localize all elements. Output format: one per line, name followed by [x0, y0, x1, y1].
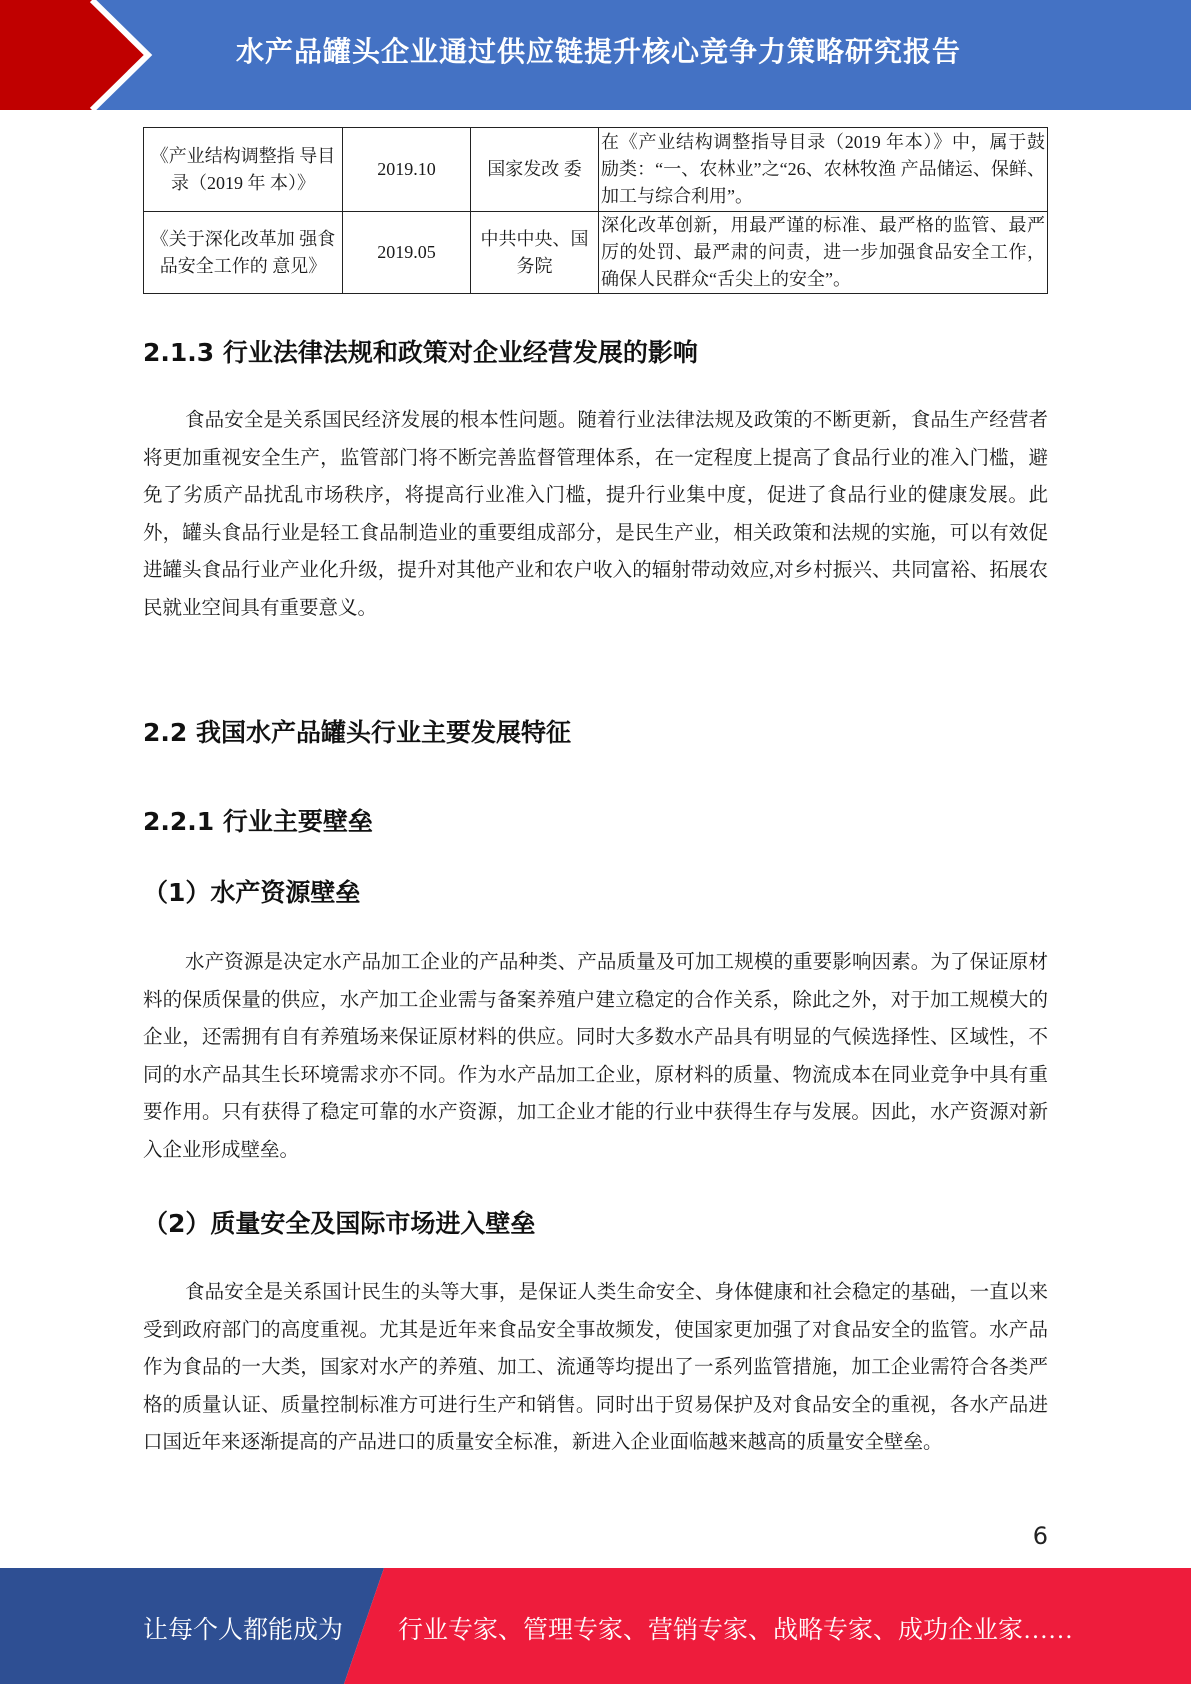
barrier-paragraph-2: 食品安全是关系国计民生的头等大事，是保证人类生命安全、身体健康和社会稳定的基础，一直以来受到政府部门的高度重视。尤其是近年来食品安全事故频发，使国家更加强了对食品安全的监管。水产品作为食品的一大类，国家对水产的养殖、加工、流通等均提出了一系列监管措施，加工企业需符合各类严格的质量认证、质量控制标准方可进行生产和销售。同时出于贸易保护及对食品安全的重视，各水产品进口国近年来逐渐提高的产品进口的质量安全标准，新进入企业面临越来越高的质量安全壁垒。 — [143, 1282, 1048, 1453]
barrier-heading-1: （1）水产资源壁垒 — [143, 878, 361, 907]
section-paragraph-2-1-3: 食品安全是关系国民经济发展的根本性问题。随着行业法律法规及政策的不断更新，食品生产经营者将更加重视安全生产，监管部门将不断完善监督管理体系，在一定程度上提高了食品行业的准入门槛，避免了劣质产品扰乱市场秩序，将提高行业准入门槛，提升行业集中度，促进了食品行业的健康发展。此外，罐头食品行业是轻工食品制造业的重要组成部分，是民生产业，相关政策和法规的实施，可以有效促进罐头食品行业产业化升级，提升对其他产业和农户收入的辐射带动效应,对乡村振兴、共同富裕、拓展农民就业空间具有重要意义。 — [143, 410, 1048, 619]
page-header — [0, 0, 1191, 110]
page-footer — [0, 1568, 1191, 1684]
policy-date-cell: 2019.05 — [343, 212, 471, 294]
table-row — [144, 128, 1048, 212]
section-heading-2-2-1: 2.2.1 行业主要壁垒 — [143, 807, 373, 836]
policy-name-cell: 《产业结构调整指 导目录（2019 年 本）》 — [144, 128, 343, 212]
barrier-paragraph-1: 水产资源是决定水产品加工企业的产品种类、产品质量及可加工规模的重要影响因素。为了保证原材料的保质保量的供应，水产加工企业需与备案养殖户建立稳定的合作关系，除此之外，对于加工规模大的企业，还需拥有自有养殖场来保证原材料的供应。同时大多数水产品具有明显的气候选择性、区域性，不同的水产品其生长环境需求亦不同。作为水产品加工企业，原材料的质量、物流成本在同业竞争中具有重要作用。只有获得了稳定可靠的水产资源，加工企业才能的行业中获得生存与发展。因此，水产资源对新入企业形成壁垒。 — [143, 952, 1048, 1161]
policy-content-cell: 深化改革创新，用最严谨的标准、最严格的监管、最严厉的处罚、最严肃的问责，进一步加强食品安全工作，确保人民群众“舌尖上的安全”。 — [599, 212, 1048, 294]
header-title: 水产品罐头企业通过供应链提升核心竞争力策略研究报告 — [236, 35, 962, 68]
policy-content-cell: 在《产业结构调整指导目录（2019 年本）》中，属于鼓励类：“一、农林业”之“26、农林牧渔 产品储运、保鲜、加工与综合利用”。 — [599, 128, 1048, 212]
section-heading-2-2: 2.2 我国水产品罐头行业主要发展特征 — [143, 718, 571, 747]
policy-name-cell: 《关于深化改革加 强食品安全工作的 意见》 — [144, 212, 343, 294]
footer-slogan-right: 行业专家、管理专家、营销专家、战略专家、成功企业家…… — [398, 1617, 1074, 1644]
table-row — [144, 212, 1048, 294]
policy-issuer-cell: 国家发改 委 — [471, 128, 599, 212]
policy-date-cell: 2019.10 — [343, 128, 471, 212]
footer-slogan-left: 让每个人都能成为 — [143, 1617, 344, 1644]
page-number: 6 — [1032, 1522, 1048, 1550]
policy-issuer-cell: 中共中央、国务院 — [471, 212, 599, 294]
policy-table — [143, 127, 1048, 294]
section-heading-2-1-3: 2.1.3 行业法律法规和政策对企业经营发展的影响 — [143, 338, 698, 367]
barrier-heading-2: （2）质量安全及国际市场进入壁垒 — [143, 1209, 536, 1238]
